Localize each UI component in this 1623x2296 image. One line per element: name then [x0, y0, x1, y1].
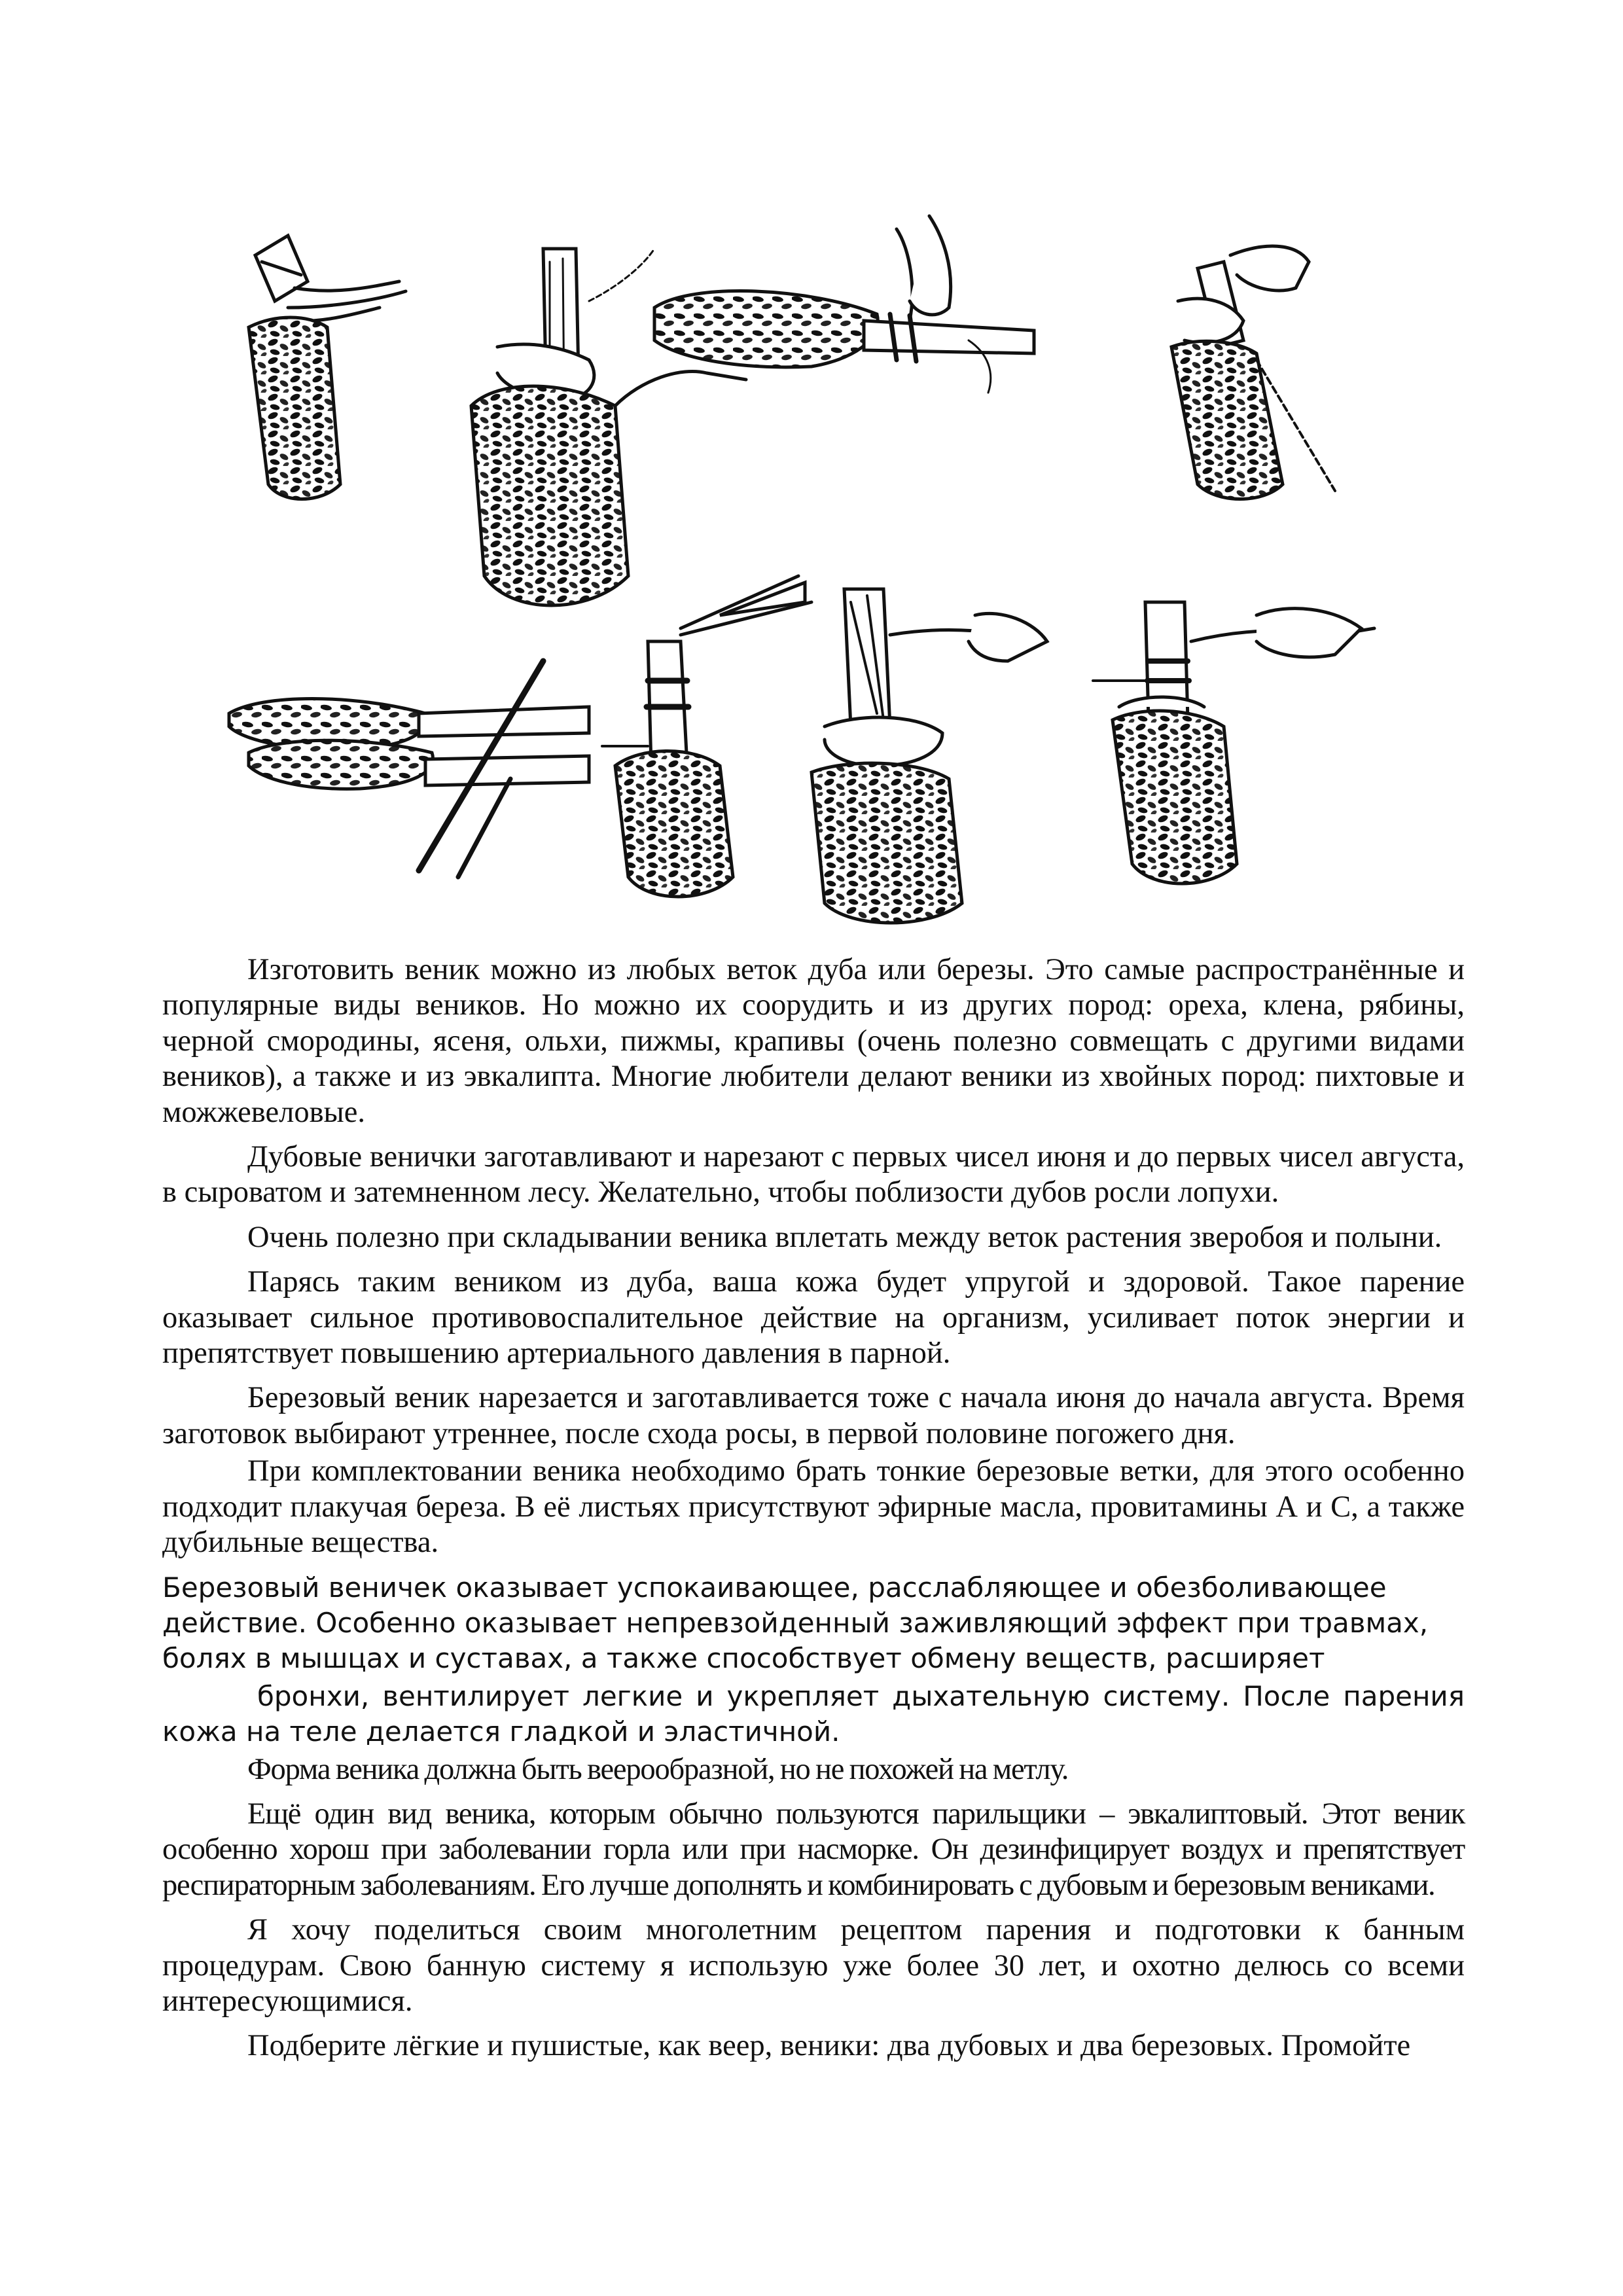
paragraph-2: Дубовые венички заготавливают и нарезают с первых чисел июня и до первых чисел августа, в сыроватом и затемненном лесу. Желательно, чтобы поблизости дубов росли лопухи. — [162, 1140, 1465, 1210]
paragraph-4: Парясь таким веником из дуба, ваша кожа будет упругой и здоровой. Такое парение оказывает сильное противовоспалительное действие на организм, усиливает поток энергии и препятствует повышению артериального давления в парной. — [162, 1265, 1465, 1371]
paragraph-9: Форма веника должна быть веерообразной, но не похожей на метлу. — [247, 1752, 1069, 1786]
step-8-drawing — [1093, 602, 1374, 884]
step-7-drawing — [812, 589, 1047, 923]
step-6-drawing — [602, 576, 812, 897]
paragraph-12: Подберите лёгкие и пушистые, как веер, веники: два дубовых и два березовых. Промойте — [247, 2029, 1411, 2063]
paragraph-3: Очень полезно при складывании веника вплетать между веток растения зверобоя и полыни. — [247, 1220, 1442, 1254]
paragraph-5: Березовый веник нарезается и заготавливается тоже с начала июня до начала августа. Время заготовок выбирают утреннее, после схода росы, в первой половине погожего дня. — [162, 1381, 1465, 1450]
article-body — [162, 952, 1465, 2066]
paragraph-6: При комплектовании веника необходимо брать тонкие березовые ветки, для этого особенно подходит плакучая береза. В её листьях присутствуют эфирные масла, провитамины А и С, а также дубильные вещества. — [162, 1454, 1465, 1560]
paragraph-11: Я хочу поделиться своим многолетним рецептом парения и подготовки к банным процедурам. Свою банную систему я использую уже более 30 лет, и охотно делюсь со всеми интересующимися. — [162, 1913, 1465, 2018]
paragraph-1: Изготовить веник можно из любых веток дуба или березы. Это самые распространённые и популярные виды веников. Но можно их соорудить и из других пород: ореха, клена, рябины, черной смородины, ясеня, ольхи, пижмы, крапивы (очень полезно совмещать с другими видами веников), а также и из эвкалипта. Многие любители делают веники из хвойных пород: пихтовые и можжевеловые. — [162, 953, 1465, 1129]
paragraph-10: Ещё один вид веника, которым обычно пользуются парильщики – эвкалиптовый. Этот веник особенно хорош при заболевании горла или при насморке. Он дезинфицирует воздух и препятствует респираторным заболеваниям. Его лучше дополнять и комбинировать с дубовым и березовым вениками. — [162, 1797, 1465, 1902]
step-1-drawing — [249, 236, 406, 499]
step-4-drawing — [1171, 246, 1335, 499]
broom-tying-illustration — [223, 209, 1387, 929]
paragraph-8: бронхи, вентилирует легкие и укрепляет дыхательную систему. После парения кожа на теле делается гладкой и эластичной. — [162, 1679, 1465, 1748]
broom-tying-drawing — [223, 209, 1387, 929]
paragraph-7: Березовый веничек оказывает успокаивающее, расслабляющее и обезболивающее действие. Особенно оказывает непревзойденный заживляющий эффект при травмах, болях в мышцах и суставах, а также способствует обмену веществ, расширяет — [162, 1571, 1429, 1675]
step-5-drawing — [229, 661, 589, 877]
step-3-drawing — [654, 216, 1034, 393]
